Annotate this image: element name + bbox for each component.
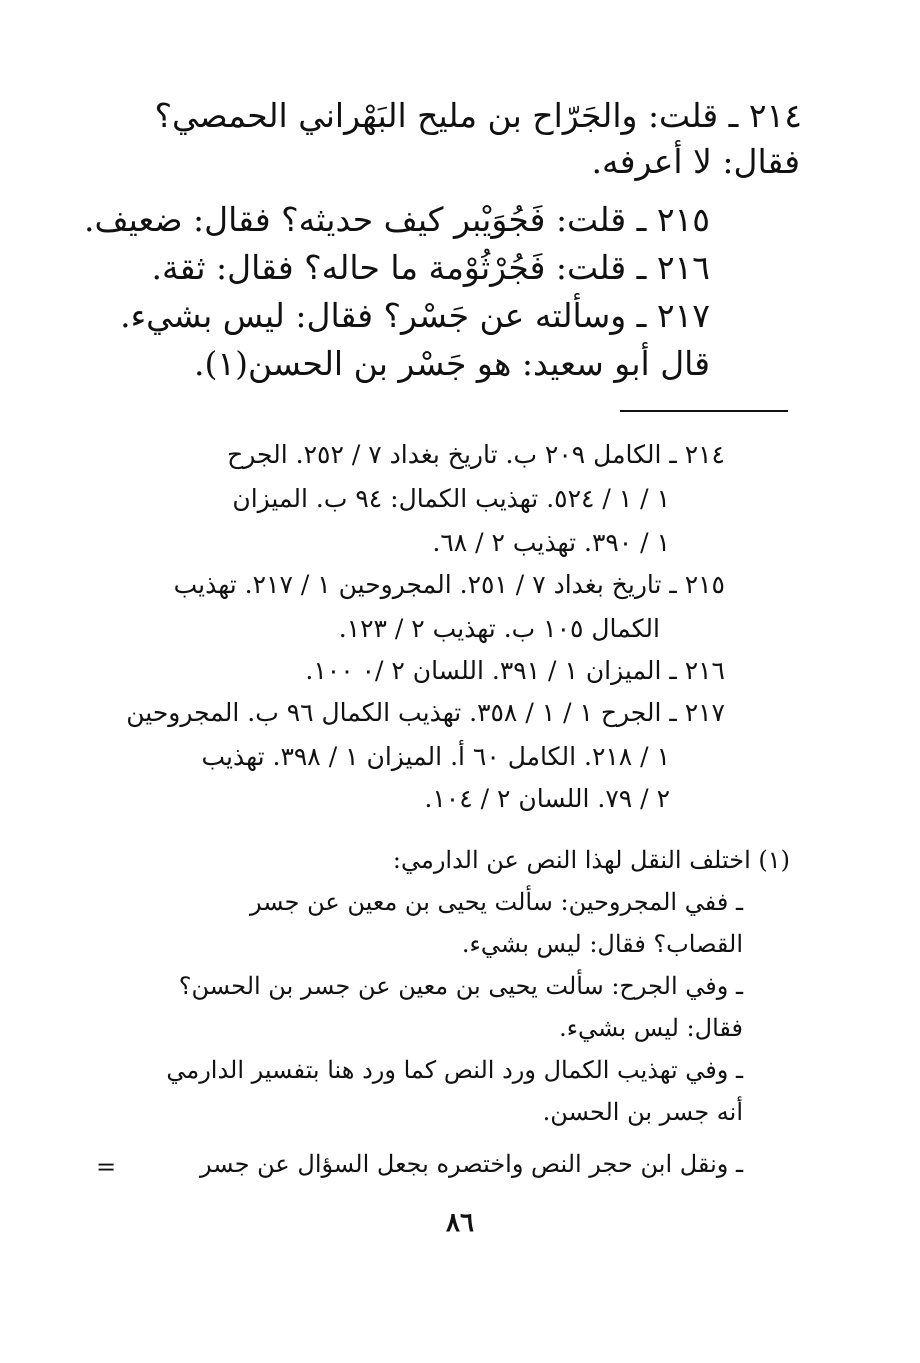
main-line-215: ٢١٥ ـ قلت: فَجُوَيْبر كيف حديثه؟ فقال: ضعيف.	[83, 200, 710, 239]
footnote-line: ـ وفي الجرح: سألت يحيى بن معين عن جسر بن الحسن؟	[178, 972, 743, 1000]
footnote-line: القصاب؟ فقال: ليس بشيء.	[461, 930, 743, 958]
footnote-separator	[620, 410, 788, 412]
page-number: ٨٦	[446, 1208, 474, 1238]
footnote-line: فقال: ليس بشيء.	[559, 1014, 743, 1042]
reference-line: الكمال ١٠٥ ب. تهذيب ٢ / ١٢٣.	[338, 614, 660, 643]
continuation-mark: =	[96, 1153, 117, 1181]
main-line-abu-said: قال أبو سعيد: هو جَسْر بن الحسن(١).	[194, 344, 710, 383]
reference-line: ١ / ٣٩٠. تهذيب ٢ / ٦٨.	[432, 528, 670, 557]
reference-line: ٢١٧ ـ الجرح ١ / ١ / ٣٥٨. تهذيب الكمال ٩٦ ب. المجروحين	[126, 698, 725, 727]
footnote-line: ـ وفي تهذيب الكمال ورد النص كما ورد هنا بتفسير الدارمي	[166, 1056, 743, 1084]
footnote-line: أنه جسر بن الحسن.	[542, 1098, 743, 1126]
footnote-line: (١) اختلف النقل لهذا النص عن الدارمي:	[392, 846, 790, 874]
reference-line: ٢١٥ ـ تاريخ بغداد ٧ / ٢٥١. المجروحين ١ / ٢١٧. تهذيب	[173, 570, 725, 599]
reference-line: ٢١٦ ـ الميزان ١ / ٣٩١. اللسان ٢ /٠ ١٠٠.	[305, 656, 725, 685]
reference-line: ٢١٤ ـ الكامل ٢٠٩ ب. تاريخ بغداد ٧ / ٢٥٢. الجرح	[227, 440, 725, 469]
main-line-214: ٢١٤ ـ قلت: والجَرّاح بن مليح البَهْراني الحمصي؟	[154, 96, 802, 135]
reference-line: ١ / ١ / ٥٢٤. تهذيب الكمال: ٩٤ ب. الميزان	[232, 484, 670, 513]
reference-line: ١ / ٢١٨. الكامل ٦٠ أ. الميزان ١ / ٣٩٨. تهذيب	[201, 742, 670, 771]
main-line-217: ٢١٧ ـ وسألته عن جَسْر؟ فقال: ليس بشيء.	[120, 296, 710, 335]
footnote-line: ـ ففي المجروحين: سألت يحيى بن معين عن جسر	[250, 888, 743, 916]
footnote-line: ـ ونقل ابن حجر النص واختصره بجعل السؤال عن جسر	[200, 1150, 743, 1178]
main-line-216: ٢١٦ ـ قلت: فَجُرْثُوْمة ما حاله؟ فقال: ثقة.	[151, 248, 710, 287]
reference-line: ٢ / ٧٩. اللسان ٢ / ١٠٤.	[424, 784, 670, 813]
main-line-214-answer: فقال: لا أعرفه.	[591, 142, 800, 181]
